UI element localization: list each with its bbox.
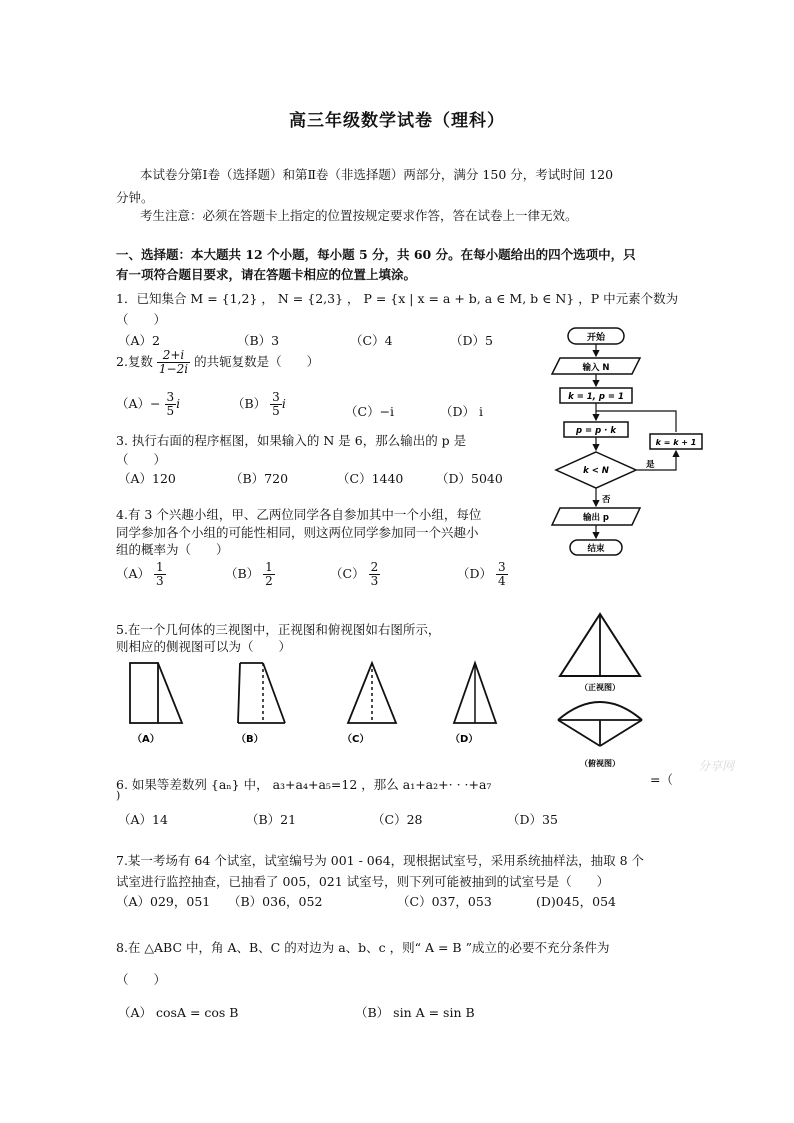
q5-figure-b <box>238 663 285 723</box>
q4-opt-c-frac <box>369 561 381 588</box>
flow-update-label: p = p · k <box>575 426 617 436</box>
q2-option-d: （D） i <box>440 404 483 419</box>
q2-suffix: 的共轭复数是（ ） <box>194 354 320 370</box>
q8-paren: （ ） <box>116 972 167 987</box>
q5-label-d: （D） <box>450 734 479 745</box>
q3-option-a: （A）120 <box>118 471 176 486</box>
q7-option-c: （C）037，053 <box>397 894 492 909</box>
q1-option-d: （D）5 <box>450 333 493 348</box>
q2-opt-a-label: （A）− <box>116 396 161 412</box>
q7-line-2: 试室进行监控抽查，已抽看了 005，021 试室号，则下列可能被抽到的试室号是（ ） <box>116 874 610 889</box>
q2-opt-a-num: 3 <box>166 390 175 404</box>
q8-stem: 8.在 △ABC 中，角 A、B、C 的对边为 a、b、c ，则“ A = B ”成立的必要不充分条件为 <box>116 940 610 955</box>
q6-stem: 6. 如果等差数列 {aₙ} 中， a₃+a₄+a₅=12 ，那么 a₁+a₂+· · ·+a₇ <box>116 777 492 792</box>
q4-option-b <box>225 561 275 588</box>
q2-option-c: （C）−i <box>345 404 395 419</box>
q2-opt-b-frac <box>270 391 282 418</box>
q4-opt-c-label: （C） <box>330 566 365 582</box>
q5-three-views <box>548 610 748 775</box>
flow-start-label: 开始 <box>586 333 606 343</box>
top-view-figure <box>558 702 642 746</box>
q4-line-3: 组的概率为（ ） <box>116 542 229 557</box>
q4-opt-d-label: （D） <box>457 566 493 582</box>
q2-fraction <box>157 349 190 376</box>
q4-opt-b-den: 2 <box>265 574 273 589</box>
q4-opt-a-den: 3 <box>156 574 164 589</box>
q5-label-a: （A） <box>132 734 160 745</box>
q2-opt-b-label: （B） <box>232 396 267 412</box>
q4-option-d <box>457 561 508 588</box>
q2-opt-b-i: i <box>281 396 286 412</box>
q4-opt-a-label: （A） <box>116 566 151 582</box>
q2-opt-b-den: 5 <box>272 404 280 419</box>
top-view-caption: （俯视图） <box>580 759 620 768</box>
q3-option-d: （D）5040 <box>436 471 503 486</box>
flow-output-label: 输出 p <box>582 513 610 523</box>
section-heading-line-2: 有一项符合题目要求，请在答题卡相应的位置上填涂。 <box>116 267 417 282</box>
front-view-caption: （正视图） <box>580 683 620 692</box>
q2-opt-b-num: 3 <box>272 390 280 404</box>
q4-opt-c-num: 2 <box>370 560 379 574</box>
q3-paren: （ ） <box>116 452 167 467</box>
q1-option-a: （A）2 <box>118 333 160 348</box>
q1-option-b: （B）3 <box>237 333 280 348</box>
q5-figure-a <box>130 663 182 723</box>
q2-opt-a-frac <box>165 391 177 418</box>
q7-option-a: （A）029，051 <box>116 894 211 909</box>
q8-option-a: （A） cosA = cos B <box>118 1005 239 1020</box>
flow-input-label: 输入 N <box>582 363 610 373</box>
q2-prefix: 2.复数 <box>116 354 153 370</box>
q6-option-b: （B）21 <box>246 812 297 827</box>
q2-stem <box>116 349 319 376</box>
q1-stem: 1．已知集合 M = {1,2} ， N = {2,3} ， P = {x | x = a + b, a ∈ M, b ∈ N} ，P 中元素个数为 <box>116 291 679 306</box>
q4-opt-b-label: （B） <box>225 566 260 582</box>
q5-figure-d <box>454 663 496 723</box>
q4-opt-a-num: 1 <box>156 560 164 574</box>
q2-option-b <box>232 391 286 418</box>
q4-opt-b-frac <box>263 561 275 588</box>
q4-opt-c-den: 3 <box>370 574 379 589</box>
q2-frac-num: 2+i <box>157 349 190 363</box>
flow-init-label: k = 1, p = 1 <box>568 392 624 402</box>
intro-line-1: 本试卷分第Ⅰ卷（选择题）和第Ⅱ卷（非选择题）两部分，满分 150 分，考试时间 120 <box>140 167 614 182</box>
q1-option-c: （C）4 <box>350 333 393 348</box>
flow-no-label: 否 <box>602 495 611 505</box>
q4-line-1: 4.有 3 个兴趣小组，甲、乙两位同学各自参加其中一个小组，每位 <box>116 507 482 522</box>
q2-opt-a-i: i <box>176 396 181 412</box>
q6-option-c: （C）28 <box>372 812 423 827</box>
q5-label-b: （B） <box>236 734 264 745</box>
q5-figure-c <box>348 663 396 723</box>
q7-option-d: (D)045，054 <box>536 894 616 909</box>
q5-label-c: （C） <box>342 734 370 745</box>
intro-line-3: 考生注意：必须在答题卡上指定的位置按规定要求作答，答在试卷上一律无效。 <box>140 208 578 223</box>
q5-side-view-options <box>120 658 500 748</box>
intro-line-2: 分钟。 <box>116 190 154 205</box>
watermark: 分享网 <box>698 759 735 773</box>
program-flowchart <box>540 322 710 562</box>
flow-yes-label: 是 <box>646 460 655 470</box>
q2-option-a <box>116 391 180 418</box>
section-heading-line-1: 一、选择题：本大题共 12 个小题，每小题 5 分，共 60 分。在每小题给出的四个选项中，只 <box>116 247 636 262</box>
flow-increment-label: k = k + 1 <box>655 438 697 447</box>
page-title: 高三年级数学试卷（理科） <box>289 111 505 131</box>
front-view-figure <box>560 614 640 676</box>
q4-opt-d-frac <box>496 561 508 588</box>
flow-condition-label: k < N <box>583 466 609 476</box>
q4-option-c <box>330 561 380 588</box>
flow-end-label: 结束 <box>587 544 605 554</box>
q5-line-2: 则相应的侧视图可以为（ ） <box>116 639 292 654</box>
q4-opt-b-num: 1 <box>265 560 273 574</box>
q2-opt-a-den: 5 <box>166 404 175 419</box>
q6-option-d: （D）35 <box>507 812 558 827</box>
q6-tail: =（ <box>650 772 673 787</box>
q4-opt-d-den: 4 <box>498 574 506 589</box>
q3-option-c: （C）1440 <box>337 471 404 486</box>
q8-option-b: （B） sin A = sin B <box>355 1005 475 1020</box>
q7-option-b: （B）036，052 <box>228 894 323 909</box>
q6-option-a: （A）14 <box>118 812 168 827</box>
q4-opt-d-num: 3 <box>498 560 506 574</box>
q4-line-2: 同学参加各个小组的可能性相同，则这两位同学参加同一个兴趣小 <box>116 525 479 540</box>
q1-paren: （ ） <box>116 312 167 327</box>
q2-frac-den: 1−2i <box>158 362 189 377</box>
q3-stem: 3. 执行右面的程序框图，如果输入的 N 是 6，那么输出的 p 是 <box>116 433 467 448</box>
q7-line-1: 7.某一考场有 64 个试室，试室编号为 001 - 064，现根据试室号，采用系统抽样法，抽取 8 个 <box>116 853 645 868</box>
q6-stray-paren: ) <box>116 789 121 802</box>
q4-option-a <box>116 561 166 588</box>
q3-option-b: （B）720 <box>230 471 289 486</box>
q5-line-1: 5.在一个几何体的三视图中，正视图和俯视图如右图所示， <box>116 622 441 637</box>
q4-opt-a-frac <box>154 561 166 588</box>
